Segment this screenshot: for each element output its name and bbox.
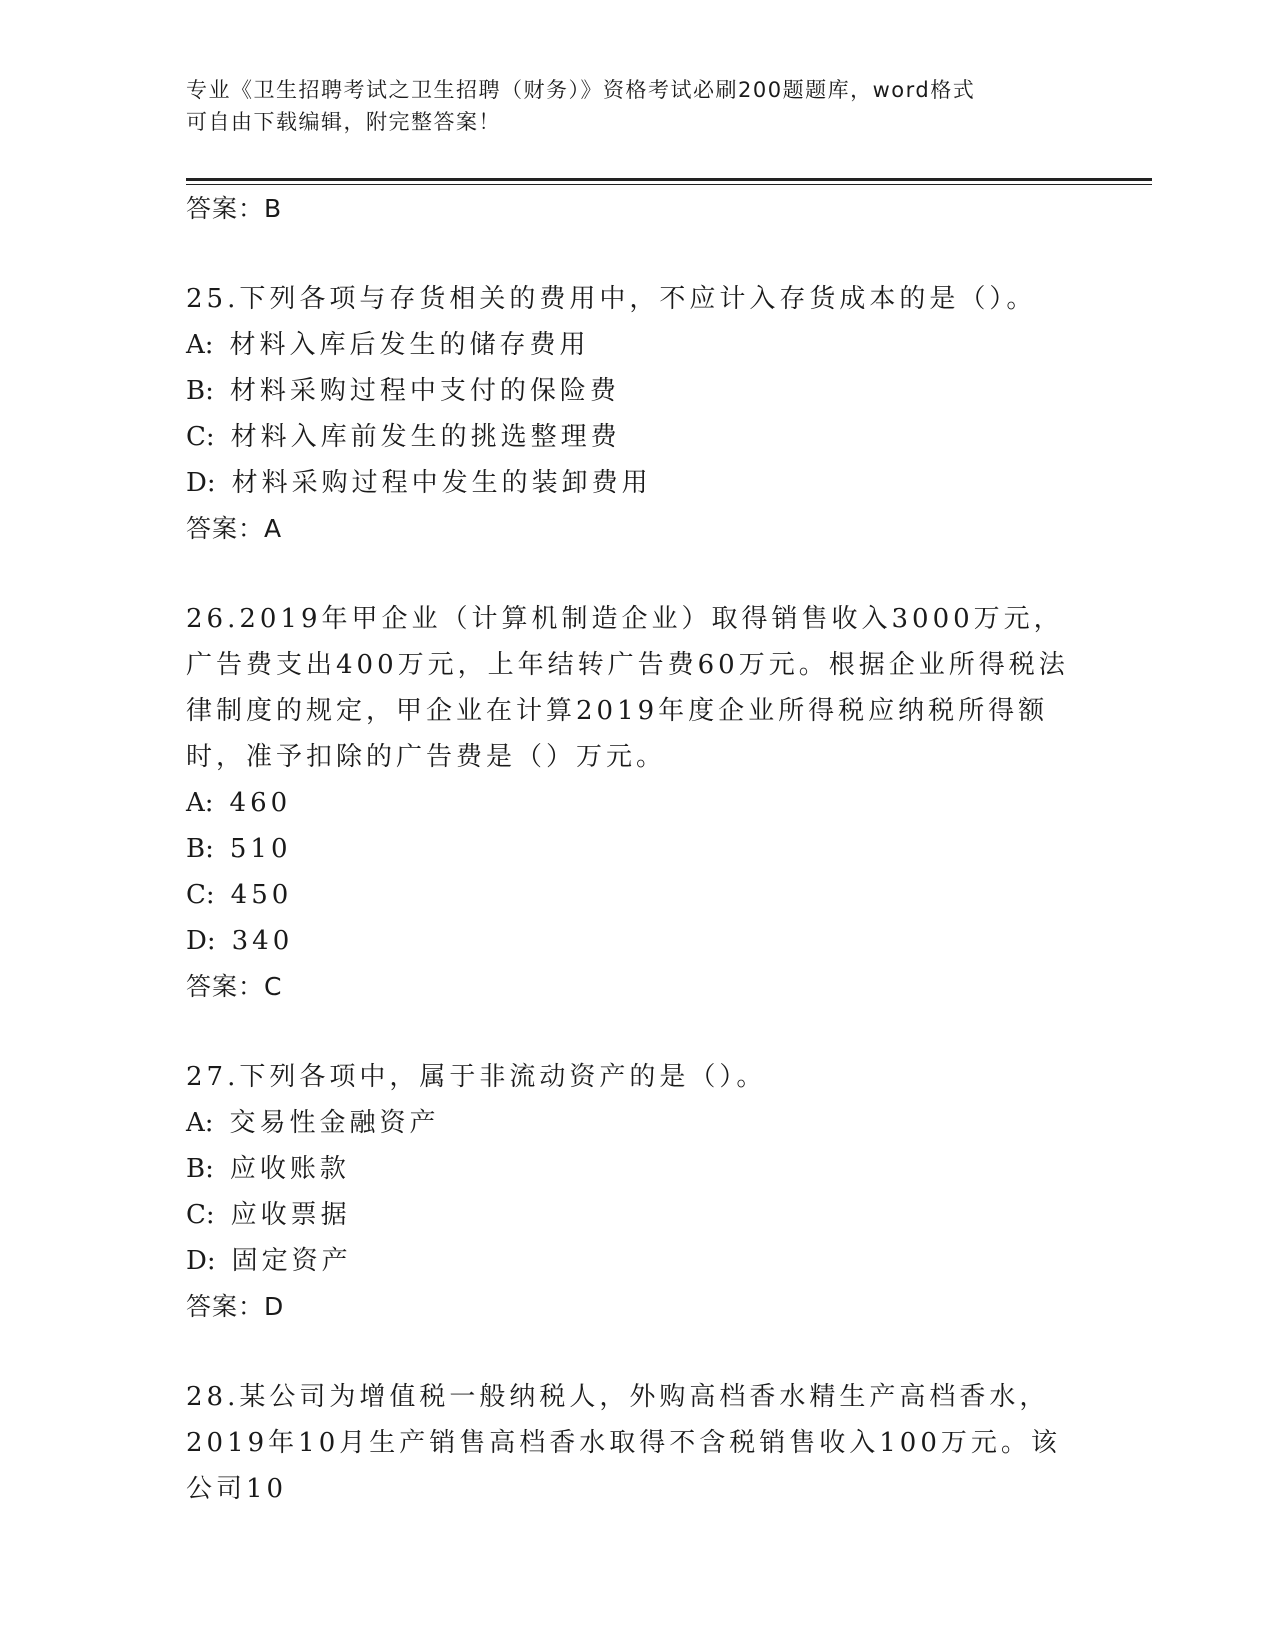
- option-label: A:: [186, 330, 214, 360]
- option-d: [186, 460, 1086, 506]
- question-26: [186, 596, 1086, 1010]
- option-label: C:: [186, 1200, 215, 1230]
- question-stem: 26.2019年甲企业（计算机制造企业）取得销售收入3000万元，广告费支出400万元，上年结转广告费60万元。根据企业所得税法律制度的规定，甲企业在计算2019年度企业所得税应纳税所得额时，准予扣除的广告费是（）万元。: [186, 604, 1069, 772]
- question-list: [186, 186, 1086, 1512]
- question-stem: 25.下列各项与存货相关的费用中，不应计入存货成本的是（）。: [186, 284, 1037, 314]
- option-text: 340: [231, 926, 294, 956]
- option-label: B:: [186, 834, 214, 864]
- option-text: 材料入库前发生的挑选整理费: [230, 422, 621, 452]
- answer: [186, 1284, 1086, 1330]
- option-label: A:: [186, 1108, 214, 1138]
- header-line-1: 专业《卫生招聘考试之卫生招聘（财务）》资格考试必刷200题题库，word格式: [186, 78, 976, 102]
- answer-prefix: 答案：: [186, 972, 265, 1001]
- option-text: 材料采购过程中支付的保险费: [229, 376, 620, 406]
- option-label: D:: [186, 1246, 216, 1276]
- answer-prefix: 答案：: [186, 194, 265, 223]
- option-a: [186, 322, 1086, 368]
- question-28: [186, 1374, 1086, 1512]
- option-label: D:: [186, 468, 216, 498]
- option-label: B:: [186, 1154, 214, 1184]
- answer-value: B: [264, 194, 283, 223]
- answer: [186, 964, 1086, 1010]
- option-label: B:: [186, 376, 214, 406]
- answer-value: A: [264, 514, 283, 543]
- answer-prefix: 答案：: [186, 514, 265, 543]
- header-line-2: 可自由下载编辑，附完整答案！: [186, 110, 501, 134]
- previous-answer: [186, 186, 1086, 232]
- option-b: [186, 368, 1086, 414]
- option-text: 材料入库后发生的储存费用: [229, 330, 590, 360]
- option-c: [186, 872, 1086, 918]
- option-c: [186, 1192, 1086, 1238]
- option-b: [186, 826, 1086, 872]
- option-label: A:: [186, 788, 214, 818]
- option-a: [186, 1100, 1086, 1146]
- document-header: [186, 74, 1086, 138]
- question-stem: 27.下列各项中，属于非流动资产的是（）。: [186, 1062, 767, 1092]
- option-d: [186, 918, 1086, 964]
- option-label: C:: [186, 880, 215, 910]
- question-27: [186, 1054, 1086, 1330]
- option-text: 450: [230, 880, 293, 910]
- answer-value: C: [264, 972, 283, 1001]
- option-text: 固定资产: [231, 1246, 352, 1276]
- option-label: D:: [186, 926, 216, 956]
- option-text: 510: [229, 834, 292, 864]
- option-text: 460: [229, 788, 292, 818]
- option-text: 应收账款: [229, 1154, 350, 1184]
- option-text: 材料采购过程中发生的装卸费用: [231, 468, 652, 498]
- question-stem: 28.某公司为增值税一般纳税人，外购高档香水精生产高档香水，2019年10月生产销售高档香水取得不含税销售收入100万元。该公司10: [186, 1382, 1061, 1504]
- option-b: [186, 1146, 1086, 1192]
- option-d: [186, 1238, 1086, 1284]
- answer-prefix: 答案：: [186, 1292, 265, 1321]
- answer: [186, 506, 1086, 552]
- option-text: 应收票据: [230, 1200, 351, 1230]
- option-label: C:: [186, 422, 215, 452]
- header-rule-thin: [186, 184, 1152, 185]
- option-c: [186, 414, 1086, 460]
- question-25: [186, 276, 1086, 552]
- header-rule-thick: [186, 178, 1152, 181]
- option-a: [186, 780, 1086, 826]
- answer-value: D: [264, 1292, 285, 1321]
- option-text: 交易性金融资产: [229, 1108, 440, 1138]
